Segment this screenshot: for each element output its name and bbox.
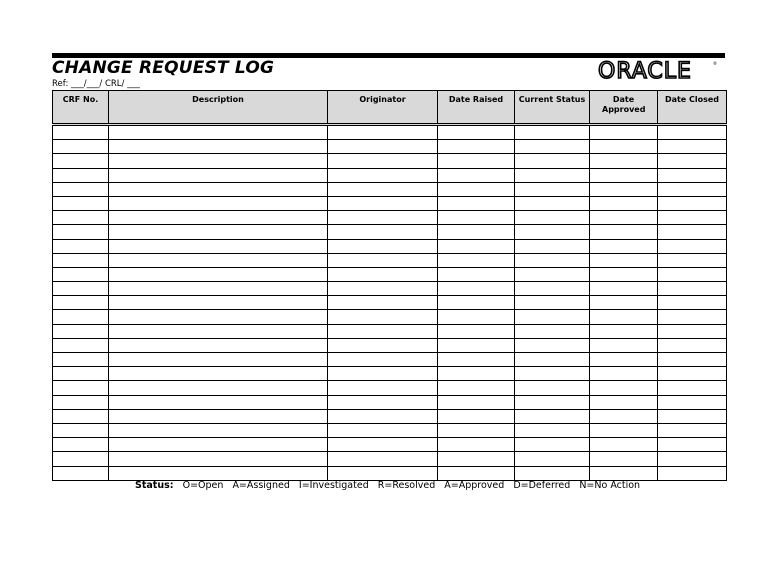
table-cell[interactable]	[515, 466, 590, 480]
table-cell[interactable]	[109, 125, 328, 140]
table-cell[interactable]	[658, 196, 727, 210]
table-cell[interactable]	[658, 253, 727, 267]
column-header-current-status: Current Status	[515, 91, 590, 125]
table-row	[53, 338, 727, 352]
table-cell[interactable]	[590, 409, 658, 423]
table-row	[53, 225, 727, 239]
table-cell[interactable]	[658, 338, 727, 352]
table-row	[53, 282, 727, 296]
table-cell[interactable]	[438, 324, 515, 338]
table-cell[interactable]	[590, 381, 658, 395]
table-row	[53, 452, 727, 466]
table-row	[53, 196, 727, 210]
table-cell[interactable]	[515, 140, 590, 154]
status-legend-label: Status:	[135, 480, 174, 491]
table-cell[interactable]	[328, 395, 438, 409]
table-cell[interactable]	[53, 196, 109, 210]
table-cell[interactable]	[328, 154, 438, 168]
table-cell[interactable]	[658, 211, 727, 225]
table-cell[interactable]	[328, 211, 438, 225]
table-cell[interactable]	[109, 423, 328, 437]
table-cell[interactable]	[53, 438, 109, 452]
table-cell[interactable]	[53, 239, 109, 253]
table-cell[interactable]	[590, 296, 658, 310]
table-row	[53, 182, 727, 196]
table-cell[interactable]	[109, 140, 328, 154]
table-cell[interactable]	[53, 381, 109, 395]
table-cell[interactable]	[658, 409, 727, 423]
column-header-description: Description	[109, 91, 328, 125]
table-cell[interactable]	[328, 168, 438, 182]
table-row	[53, 409, 727, 423]
table-row	[53, 168, 727, 182]
change-request-table	[52, 90, 727, 481]
table-cell[interactable]	[515, 381, 590, 395]
table-cell[interactable]	[328, 296, 438, 310]
table-cell[interactable]	[590, 367, 658, 381]
table-cell[interactable]	[109, 324, 328, 338]
table-cell[interactable]	[658, 353, 727, 367]
table-cell[interactable]	[590, 324, 658, 338]
table-cell[interactable]	[328, 282, 438, 296]
table-cell[interactable]	[53, 282, 109, 296]
table-cell[interactable]	[658, 225, 727, 239]
table-cell[interactable]	[328, 267, 438, 281]
table-cell[interactable]	[590, 353, 658, 367]
table-cell[interactable]	[53, 367, 109, 381]
table-cell[interactable]	[590, 196, 658, 210]
table-cell[interactable]	[438, 168, 515, 182]
table-cell[interactable]	[53, 125, 109, 140]
table-cell[interactable]	[515, 239, 590, 253]
table-cell[interactable]	[53, 409, 109, 423]
table-cell[interactable]	[658, 182, 727, 196]
table-cell[interactable]	[109, 466, 328, 480]
table-cell[interactable]	[53, 296, 109, 310]
table-cell[interactable]	[658, 140, 727, 154]
table-cell[interactable]	[438, 466, 515, 480]
table-cell[interactable]	[328, 324, 438, 338]
table-cell[interactable]	[328, 423, 438, 437]
table-cell[interactable]	[515, 182, 590, 196]
table-cell[interactable]	[658, 324, 727, 338]
table-cell[interactable]	[328, 225, 438, 239]
table-cell[interactable]	[658, 438, 727, 452]
table-row	[53, 381, 727, 395]
table-cell[interactable]	[438, 338, 515, 352]
table-cell[interactable]	[328, 338, 438, 352]
table-cell[interactable]	[590, 211, 658, 225]
table-cell[interactable]	[438, 225, 515, 239]
table-cell[interactable]	[590, 125, 658, 140]
table-cell[interactable]	[438, 267, 515, 281]
table-cell[interactable]	[438, 409, 515, 423]
table-cell[interactable]	[328, 310, 438, 324]
table-row	[53, 310, 727, 324]
table-cell[interactable]	[515, 423, 590, 437]
table-cell[interactable]	[53, 182, 109, 196]
table-cell[interactable]	[53, 395, 109, 409]
table-row	[53, 353, 727, 367]
table-cell[interactable]	[438, 182, 515, 196]
table-cell[interactable]	[658, 154, 727, 168]
table-cell[interactable]	[53, 310, 109, 324]
table-cell[interactable]	[438, 196, 515, 210]
table-cell[interactable]	[515, 196, 590, 210]
table-cell[interactable]	[658, 381, 727, 395]
table-cell[interactable]	[515, 452, 590, 466]
table-cell[interactable]	[658, 452, 727, 466]
table-cell[interactable]	[109, 282, 328, 296]
table-cell[interactable]	[515, 338, 590, 352]
table-cell[interactable]	[515, 395, 590, 409]
table-cell[interactable]	[328, 466, 438, 480]
legend-item-open: O=Open	[182, 480, 224, 491]
table-cell[interactable]	[53, 466, 109, 480]
table-cell[interactable]	[109, 239, 328, 253]
table-cell[interactable]	[109, 381, 328, 395]
table-cell[interactable]	[590, 154, 658, 168]
column-header-originator: Originator	[328, 91, 438, 125]
legend-item-resolved: R=Resolved	[377, 480, 436, 491]
legend-item-no-action: N=No Action	[579, 480, 641, 491]
table-cell[interactable]	[53, 253, 109, 267]
table-cell[interactable]	[590, 182, 658, 196]
table-cell[interactable]	[590, 466, 658, 480]
table-cell[interactable]	[109, 367, 328, 381]
table-row	[53, 267, 727, 281]
column-header-date-approved: Date Approved	[590, 91, 658, 125]
table-cell[interactable]	[590, 282, 658, 296]
table-cell[interactable]	[438, 211, 515, 225]
table-cell[interactable]	[328, 239, 438, 253]
legend-item-assigned: A=Assigned	[232, 480, 290, 491]
table-cell[interactable]	[515, 296, 590, 310]
table-cell[interactable]	[590, 452, 658, 466]
table-cell[interactable]	[109, 338, 328, 352]
table-cell[interactable]	[53, 154, 109, 168]
table-cell[interactable]	[53, 140, 109, 154]
table-cell[interactable]	[109, 225, 328, 239]
table-cell[interactable]	[109, 182, 328, 196]
table-cell[interactable]	[515, 168, 590, 182]
table-cell[interactable]	[328, 182, 438, 196]
table-cell[interactable]	[53, 225, 109, 239]
table-cell[interactable]	[438, 353, 515, 367]
table-cell[interactable]	[590, 267, 658, 281]
legend-item-investigated: I=Investigated	[298, 480, 369, 491]
table-cell[interactable]	[590, 253, 658, 267]
table-cell[interactable]	[515, 367, 590, 381]
table-cell[interactable]	[658, 310, 727, 324]
reference-line: Ref: ___/___/ CRL/ ___	[52, 79, 140, 89]
column-header-date-closed: Date Closed	[658, 91, 727, 125]
table-cell[interactable]	[438, 367, 515, 381]
table-cell[interactable]	[438, 395, 515, 409]
table-cell[interactable]	[109, 196, 328, 210]
table-cell[interactable]	[658, 466, 727, 480]
table-cell[interactable]	[658, 367, 727, 381]
table-header-row	[53, 91, 727, 125]
table-cell[interactable]	[438, 310, 515, 324]
document-title: CHANGE REQUEST LOG	[52, 58, 275, 78]
table-cell[interactable]	[590, 168, 658, 182]
table-cell[interactable]	[515, 324, 590, 338]
table-row	[53, 211, 727, 225]
table-cell[interactable]	[438, 154, 515, 168]
table-cell[interactable]	[658, 296, 727, 310]
table-row	[53, 423, 727, 437]
table-cell[interactable]	[109, 253, 328, 267]
table-row	[53, 125, 727, 140]
table-cell[interactable]	[515, 211, 590, 225]
table-cell[interactable]	[109, 267, 328, 281]
table-cell[interactable]	[328, 140, 438, 154]
table-cell[interactable]	[658, 395, 727, 409]
table-cell[interactable]	[438, 381, 515, 395]
table-cell[interactable]	[328, 125, 438, 140]
table-cell[interactable]	[438, 438, 515, 452]
table-cell[interactable]	[53, 211, 109, 225]
table-row	[53, 367, 727, 381]
table-row	[53, 438, 727, 452]
table-cell[interactable]	[53, 338, 109, 352]
table-cell[interactable]	[109, 452, 328, 466]
table-cell[interactable]	[515, 310, 590, 324]
table-cell[interactable]	[328, 253, 438, 267]
table-cell[interactable]	[53, 423, 109, 437]
legend-item-deferred: D=Deferred	[513, 480, 571, 491]
table-row	[53, 395, 727, 409]
table-cell[interactable]	[438, 296, 515, 310]
legend-item-approved: A=Approved	[444, 480, 505, 491]
table-cell[interactable]	[590, 310, 658, 324]
table-row	[53, 154, 727, 168]
column-header-date-raised: Date Raised	[438, 91, 515, 125]
table-cell[interactable]	[590, 140, 658, 154]
table-body	[53, 125, 727, 481]
table-cell[interactable]	[515, 253, 590, 267]
table-cell[interactable]	[658, 125, 727, 140]
table-cell[interactable]	[515, 353, 590, 367]
table-cell[interactable]	[109, 395, 328, 409]
table-cell[interactable]	[109, 438, 328, 452]
table-cell[interactable]	[328, 367, 438, 381]
table-cell[interactable]	[53, 168, 109, 182]
table-cell[interactable]	[590, 395, 658, 409]
svg-text:®: ®	[713, 61, 717, 66]
table-cell[interactable]	[109, 409, 328, 423]
table-cell[interactable]	[515, 409, 590, 423]
table-cell[interactable]	[53, 452, 109, 466]
table-row	[53, 239, 727, 253]
table-cell[interactable]	[438, 239, 515, 253]
table-cell[interactable]	[53, 353, 109, 367]
table-cell[interactable]	[328, 409, 438, 423]
table-cell[interactable]	[658, 282, 727, 296]
table-cell[interactable]	[53, 267, 109, 281]
oracle-logo-text: ORACLE	[598, 59, 692, 82]
table-cell[interactable]	[590, 338, 658, 352]
table-cell[interactable]	[438, 140, 515, 154]
table-cell[interactable]	[658, 423, 727, 437]
table-cell[interactable]	[438, 282, 515, 296]
table-cell[interactable]	[109, 154, 328, 168]
table-cell[interactable]	[515, 282, 590, 296]
table-cell[interactable]	[109, 296, 328, 310]
table-row	[53, 296, 727, 310]
table-row	[53, 253, 727, 267]
table-cell[interactable]	[515, 438, 590, 452]
table-cell[interactable]	[658, 267, 727, 281]
table-cell[interactable]	[109, 353, 328, 367]
table-cell[interactable]	[328, 196, 438, 210]
table-cell[interactable]	[590, 225, 658, 239]
table-cell[interactable]	[515, 267, 590, 281]
table-cell[interactable]	[515, 125, 590, 140]
status-legend	[135, 480, 640, 492]
table-cell[interactable]	[590, 423, 658, 437]
table-cell[interactable]	[438, 253, 515, 267]
table-cell[interactable]	[590, 239, 658, 253]
table-cell[interactable]	[328, 353, 438, 367]
table-cell[interactable]	[438, 125, 515, 140]
table-cell[interactable]	[515, 154, 590, 168]
table-cell[interactable]	[328, 438, 438, 452]
table-row	[53, 140, 727, 154]
table-cell[interactable]	[109, 168, 328, 182]
table-cell[interactable]	[590, 438, 658, 452]
table-cell[interactable]	[515, 225, 590, 239]
table-cell[interactable]	[438, 452, 515, 466]
table-cell[interactable]	[658, 168, 727, 182]
table-row	[53, 324, 727, 338]
table-cell[interactable]	[438, 423, 515, 437]
table-cell[interactable]	[328, 381, 438, 395]
oracle-logo	[596, 58, 720, 82]
table-cell[interactable]	[328, 452, 438, 466]
table-row	[53, 466, 727, 480]
column-header-crf-no: CRF No.	[53, 91, 109, 125]
table-cell[interactable]	[109, 310, 328, 324]
table-cell[interactable]	[53, 324, 109, 338]
table-cell[interactable]	[658, 239, 727, 253]
table-cell[interactable]	[109, 211, 328, 225]
